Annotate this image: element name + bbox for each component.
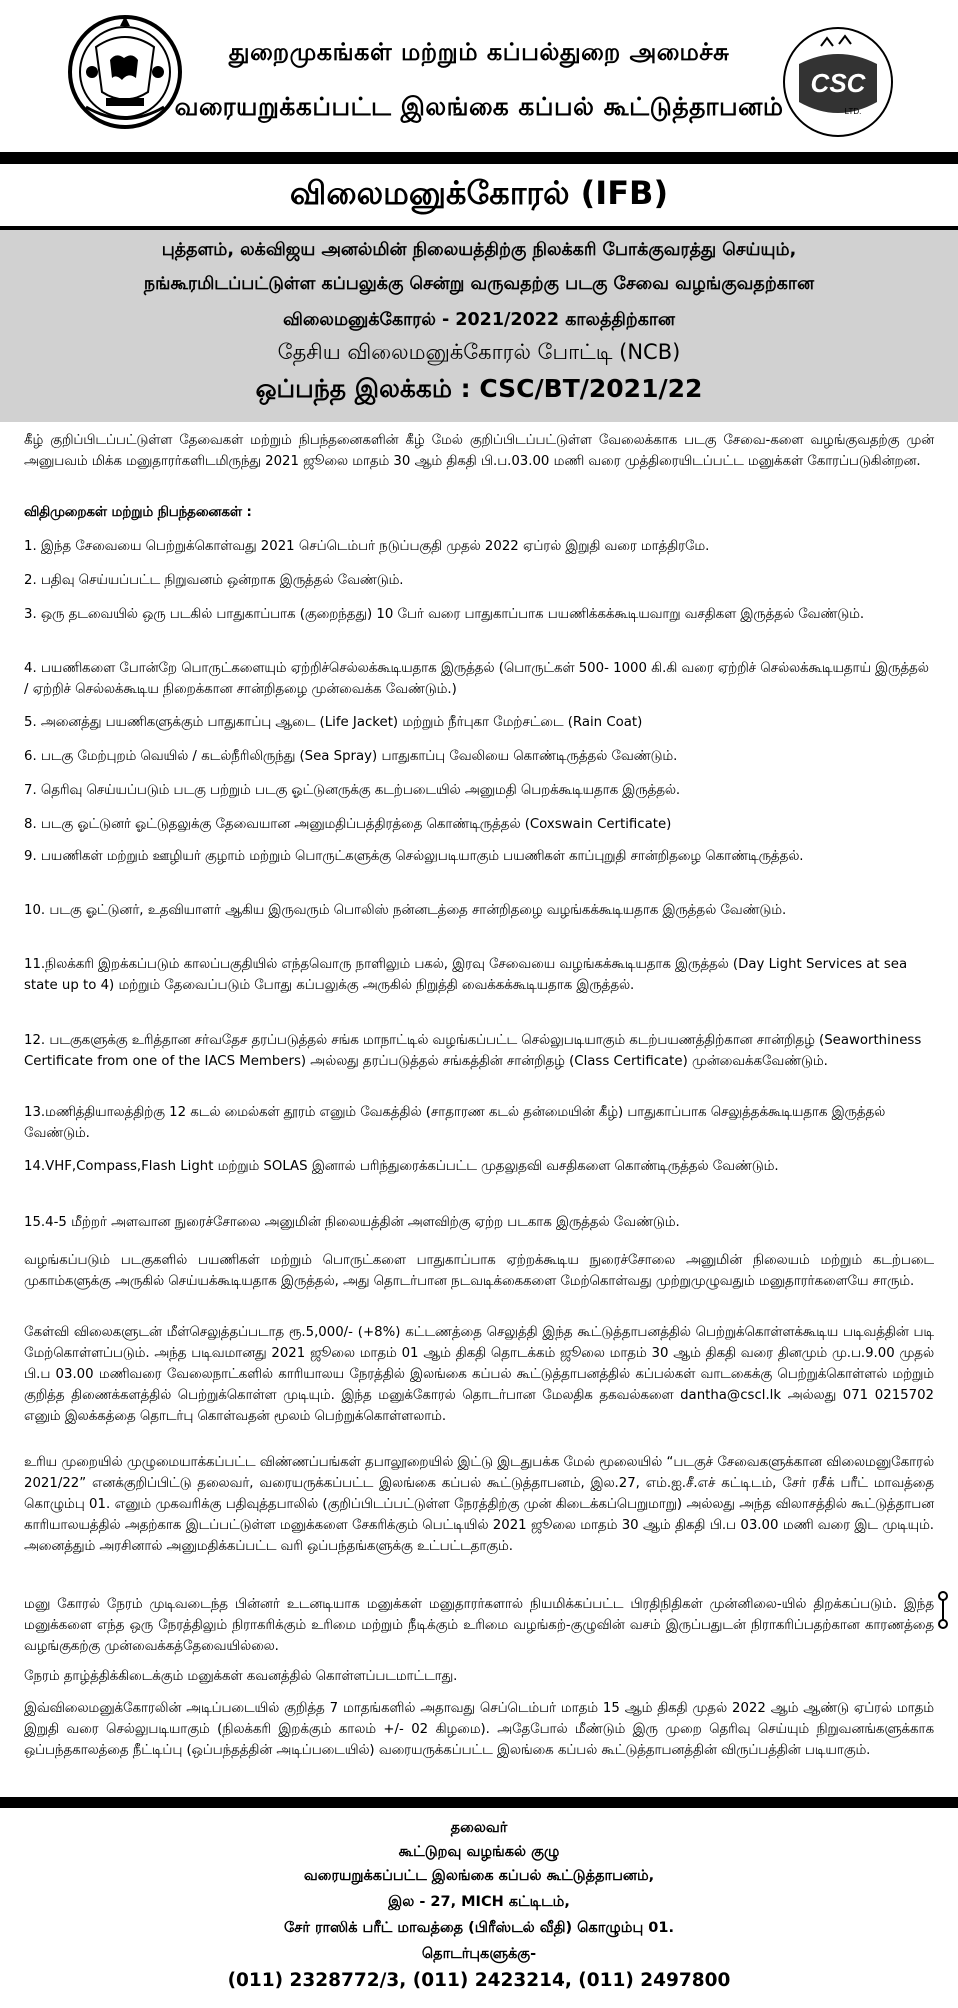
- notice-summary: [0, 230, 958, 422]
- csc-logo-ltd: LTD.: [844, 107, 862, 116]
- condition-item-12: 12. படகுகளுக்கு உரித்தான சர்வதேச தரப்படுத்தல் சங்க மாநாட்டில் வழங்கப்பட்ட செல்லுபடியாகும் கடற்பயணத்திற்கான சான்றிதழ் (Seaworthiness Certificate from one of the IACS Members) அல்லது தரப்படுத்தல் சங்கத்தின் சான்றிதழ் (Class Certificate) முன்வைக்கவேண்டும்.: [24, 1033, 922, 1069]
- footer-address-2: சேர் ராஸிக் பரீட் மாவத்தை (பிரீஸ்டல் வீதி) கொழும்பு 01.: [284, 1920, 674, 1936]
- footer-corporation: வரையறுக்கப்பட்ட இலங்கை கப்பல் கூட்டுத்தாபனம்,: [303, 1868, 655, 1884]
- condition-item-6: 6. படகு மேற்புறம் வெயில் / கடல்நீரிலிருந்து (Sea Spray) பாதுகாப்பு வேலியை கொண்டிருத்தல் வேண்டும்.: [24, 749, 678, 764]
- condition-item-8: 8. படகு ஓட்டுனர் ஓட்டுதலுக்கு தேவையான அனுமதிப்பத்திரத்தை கொண்டிருத்தல் (Coxswain Certificate): [24, 817, 672, 832]
- paragraph-validity: இவ்விலைமனுக்கோரலின் அடிப்படையில் குறித்த 7 மாதங்களில் அதாவது செப்டெம்பர் மாதம் 15 ஆம் திகதி முதல் 2022 ஆம் ஆண்டு ஏப்ரல் மாதம் இறுதி வரை செல்லுபடியாகும் (நிலக்கரி இறக்கும் காலம் +/- 02 கிழமை). அதேபோல் மீண்டும் இரு முறை தெரிவு செய்யும் நிறுவனங்களுக்காக ஒப்பந்தகாலத்தை நீட்டிப்பு (ஒப்பந்தத்தின் அடிப்படையில்) வரையருக்கப்பட்ட இலங்கை கப்பல் கூட்டுத்தாபனத்தின் விருப்பத்தின் படியாகும்.: [24, 1701, 934, 1758]
- condition-item-15: 15.4-5 மீற்றர் அளவான நுரைச்சோலை அனுமின் நிலையத்தின் அளவிற்கு ஏற்ற படகாக இருத்தல் வேண்டும்.: [24, 1215, 680, 1230]
- intro-paragraph: கீழ் குறிப்பிடப்பட்டுள்ள தேவைகள் மற்றும் நிபந்தனைகளின் கீழ் மேல் குறிப்பிடப்பட்டுள்ள வேலைக்காக படகு சேவை-களை வழங்குவதற்கு முன் அனுபவம் மிக்க மனுதாரர்களிடமிருந்து 2021 ஜூலை மாதம் 30 ஆம் திகதி பி.ப.03.00 மணி வரை முத்திரையிடப்பட்ட மனுக்கள் கோரப்படுகின்றன.: [24, 433, 934, 469]
- footer-phones: (011) 2328772/3, (011) 2423214, (011) 2497800: [227, 1970, 731, 1991]
- condition-item-14: 14.VHF,Compass,Flash Light மற்றும் SOLAS இனால் பரிந்துரைக்கப்பட்ட முதலுதவி வசதிகளை கொண்டிருத்தல் வேண்டும்.: [24, 1159, 779, 1174]
- contract-number: ஒப்பந்த இலக்கம் : CSC/BT/2021/22: [255, 374, 703, 403]
- footer-contact-label: தொடர்புகளுக்கு-: [421, 1946, 537, 1962]
- conditions-heading: விதிமுறைகள் மற்றும் நிபந்தனைகள் :: [24, 505, 252, 520]
- paragraph-submission: உரிய முறையில் முழுமையாக்கப்பட்ட விண்ணப்பங்கள் தபாலூறையில் இட்டு இடதுபக்க மேல் மூலையில் “படகுச் சேவைகளுக்கான விலைமனுகோரல் 2021/22” எனக்குறிப்பிட்டு தலைவர், வரையருக்கப்பட்ட இலங்கை கப்பல் கூட்டுத்தாபனம், இல.27, எம்.ஐ.சீ.எச் கட்டிடம், சேர் ரசீக் பரீட் மாவத்தை கொழும்பு 01. எனும் முகவரிக்கு பதிவுத்தபாலில் (குறிப்பிடப்பட்டுள்ள நேரத்திற்கு முன் கிடைக்கப்பெறுமாறு) அல்லது அந்த விலாசத்தில் கூட்டுத்தாபன காரியாலயத்தில் அதற்காக இடப்பட்டுள்ள மனுக்களை சேகரிக்கும் பெட்டியில் 2021 ஜூலை மாதம் 30 ஆம் திகதி பி.ப 03.00 மணி வரை இட முடியும். அனைத்தும் அரசினால் அனுமதிக்கப்பட்ட வரி ஒப்பந்தங்களுக்கு உட்பட்டதாகும்.: [24, 1455, 934, 1554]
- contact-footer: [0, 1808, 958, 2008]
- paragraph-fee: கேள்வி விலைகளுடன் மீள்செலுத்தப்படாத ரூ.5,000/- (+8%) கட்டணத்தை செலுத்தி இந்த கூட்டுத்தாபனத்தில் பெற்றுக்கொள்ளக்கூடிய படிவத்தின் படி மேற்கொள்ளப்படும். அந்த படிவமானது 2021 ஜூலை மாதம் 01 ஆம் திகதி தொடக்கம் ஜூலை மாதம் 30 ஆம் திகதி வரை தினமும் மு.ப.9.00 முதல் பி.ப 03.00 மணிவரை வேலைநாட்களில் காரியாலய நேரத்தில் இலங்கை கப்பல் கூட்டுத்தாபனத்தில் கப்பல்கள் வாடகைக்கு பெற்றுக்கொள்ளல் மற்றும் குறித்த திணைக்களத்தில் பெற்றுக்கொள்ள முடியும். இந்த மனுக்கோரல் தொடர்பான மேலதிக தகவல்களை dantha@cscl.lk அல்லது 071 0215702 எனும் இலக்கத்தை தொடர்பு கொள்வதன் மூலம் பெற்றுக்கொள்ளலாம்.: [24, 1325, 934, 1424]
- csc-logo-icon: [781, 24, 896, 142]
- notice-title: விலைமனுக்கோரல் (IFB): [0, 164, 958, 226]
- condition-item-2: 2. பதிவு செய்யப்பட்ட நிறுவனம் ஒன்றாக இருத்தல் வேண்டும்.: [24, 573, 404, 588]
- footer-address-1: இல - 27, MICH கட்டிடம்,: [388, 1894, 570, 1910]
- condition-item-5: 5. அனைத்து பயணிகளுக்கும் பாதுகாப்பு ஆடை (Life Jacket) மற்றும் நீர்புகா மேற்சட்டை (Rain Coat): [24, 715, 643, 730]
- ministry-name: துறைமுகங்கள் மற்றும் கப்பல்துறை அமைச்சு: [228, 38, 730, 66]
- notice-line-2: நங்கூரமிடப்பட்டுள்ள கப்பலுக்கு சென்று வருவதற்கு படகு சேவை வழங்குவதற்கான: [143, 274, 815, 294]
- condition-item-11: 11.நிலக்கரி இறக்கப்படும் காலப்பகுதியில் எந்தவொரு நாளிலும் பகல், இரவு சேவையை வழங்கக்கூடியதாக இருத்தல் (Day Light Services at sea state up to 4) மற்றும் தேவைப்படும் போது கப்பலுக்கு அருகில் நிறுத்தி வைக்கக்கூடியதாக இருத்தல்.: [24, 957, 908, 993]
- condition-item-3: 3. ஒரு தடவையில் ஒரு படகில் பாதுகாப்பாக (குறைந்தது) 10 பேர் வரை பாதுகாப்பாக பயணிக்கக்கூடியவாறு வசதிகள இருத்தல் வேண்டும்.: [24, 607, 865, 622]
- condition-item-9: 9. பயணிகள் மற்றும் ஊழியர் குழாம் மற்றும் பொருட்களுக்கு செல்லுபடியாகும் பயணிகள் காப்புறுதி சான்றிதழை கொண்டிருத்தல்.: [24, 849, 804, 864]
- corporation-name: வரையறுக்கப்பட்ட இலங்கை கப்பல் கூட்டுத்தாபனம்: [174, 92, 784, 121]
- condition-item-7: 7. தெரிவு செய்யப்படும் படகு பற்றும் படகு ஓட்டுனருக்கு கடற்படையில் அனுமதி பெறக்கூடியதாக இருத்தல்.: [24, 783, 681, 798]
- notice-line-1: புத்தளம், லக்விஜய அனல்மின் நிலையத்திற்கு நிலக்கரி போக்குவரத்து செய்யும்,: [161, 240, 797, 260]
- paragraph-late: நேரம் தாழ்த்திக்கிடைக்கும் மனுக்கள் கவனத்தில் கொள்ளப்படமாட்டாது.: [24, 1669, 458, 1684]
- footer-chairman: தலைவர்: [450, 1820, 508, 1836]
- condition-item-4: 4. பயணிகளை போன்றே பொருட்களையும் ஏற்றிச்செல்லக்கூடியதாக இருத்தல் (பொருட்கள் 500- 1000 கி.கி வரை ஏற்றிச் செல்லக்கூடியதாய் இருத்தல் / ஏற்றிச் செல்லக்கூடிய நிறைக்கான சான்றிதழை முன்வைக்க வேண்டும்.): [24, 661, 929, 697]
- paragraph-opening: மனு கோரல் நேரம் முடிவடைந்த பின்னர் உடனடியாக மனுக்கள் மனுதாரர்களால் நியமிக்கப்பட்ட பிரதிநிதிகள் முன்னிலை-யில் திறக்கப்படும். இந்த மனுக்களை எந்த ஒரு நேரத்திலும் நிராகரிக்கும் உரிமை மற்றும் நீடிக்கும் உரிமை வழங்கற்-குழுவின் வசம் இருப்பதுடன் நிராகரிப்பதற்கான காரணத்தை வழங்குகற்கு முன்வைக்கத்தேவையில்லை.: [24, 1597, 934, 1654]
- notice-line-3: விலைமனுக்கோரல் - 2021/2022 காலத்திற்கான: [282, 310, 676, 330]
- csc-logo-text: CSC: [810, 68, 866, 98]
- footer-committee: கூட்டுறவு வழங்கல் குழு: [398, 1844, 560, 1860]
- condition-item-10: 10. படகு ஓட்டுனர், உதவியாளர் ஆகிய இருவரும் பொலிஸ் நன்னடத்தை சான்றிதழை வழங்கக்கூடியதாக இருத்தல் வேண்டும்.: [24, 903, 787, 918]
- condition-item-13: 13.மணித்தியாலத்திற்கு 12 கடல் மைல்கள் தூரம் எனும் வேகத்தில் (சாதாரண கடல் தன்மையின் கீழ்) பாதுகாப்பாக செலுத்தக்கூடியதாக இருத்தல் வேண்டும்.: [24, 1105, 886, 1141]
- condition-item-1: 1. இந்த சேவையை பெற்றுக்கொள்வது 2021 செப்டெம்பர் நடுப்பகுதி முதல் 2022 ஏப்ரல் இறுதி வரை மாத்திரமே.: [24, 539, 710, 554]
- paragraph-safety: வழங்கப்படும் படகுகளில் பயணிகள் மற்றும் பொருட்களை பாதுகாப்பாக ஏற்றக்கூடிய நுரைச்சோலை அனுமின் நிலையம் மற்றும் கடற்படை முகாம்களுக்கு அருகில் செய்யக்கூடியதாக இருத்தல், அது தொடர்பான நடவடிக்கைகளை மேற்கொள்வது முற்றுமுழுவதும் மனுதாரர்களையே சாரும்.: [24, 1253, 934, 1289]
- header: [0, 0, 958, 152]
- notice-line-4: தேசிய விலைமனுக்கோரல் போட்டி (NCB): [277, 340, 681, 364]
- scissors-icon: [936, 1590, 950, 1630]
